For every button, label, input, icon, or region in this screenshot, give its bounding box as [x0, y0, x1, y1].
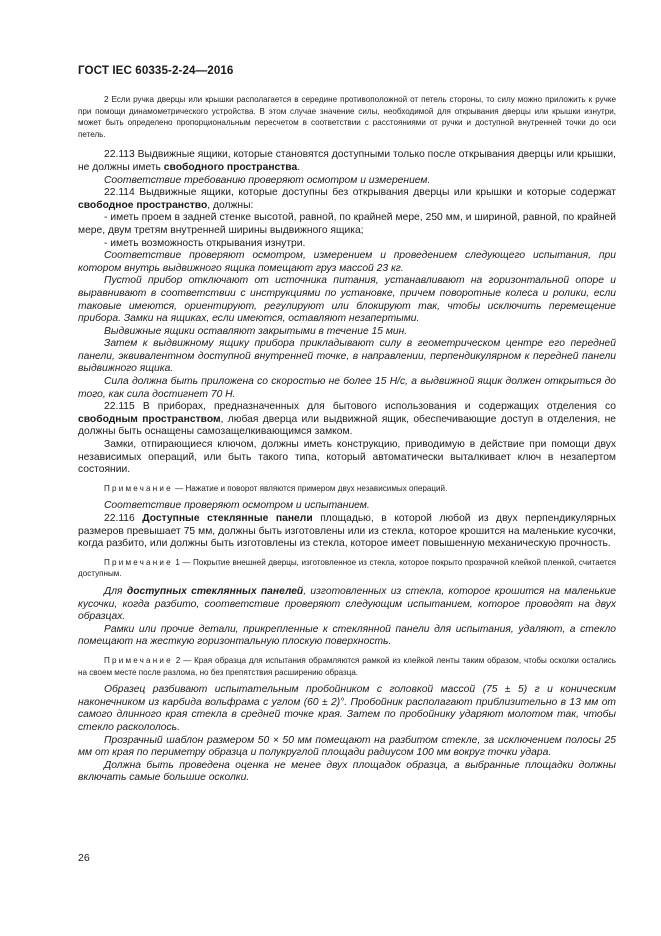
note-label: Примечание	[104, 557, 173, 567]
test-paragraph: Сила должна быть приложена со скоростью не более 15 Н/с, а выдвижной ящик должен открыться до того, как сила достигнет 70 Н.	[78, 376, 616, 400]
clause-22-114	[78, 187, 616, 212]
compliance-text: Соответствие проверяют осмотром и испытанием.	[104, 500, 370, 512]
clause-text: 22.115 В приборах, предназначенных для бытового использования и содержащих отделения со	[104, 401, 616, 413]
page-number: 26	[78, 852, 90, 864]
test-paragraph: Образец разбивают испытательным пробойником с головкой массой (75 ± 5) г и коническим наконечником из карбида вольфрама с углом (60 ± 2)°. Пробойник располагают приблизительно в 13 мм от самого длинного края стекла в средней точке края. Затем по пробойнику ударяют молотом так, чтобы стекло раскололось.	[78, 684, 616, 733]
defined-term: свободного пространства	[163, 161, 298, 173]
list-item: - иметь проем в задней стенке высотой, равной, по крайней мере, 250 мм, и шириной, равной, по крайней мере, двум третям внутренней ширины выдвижного ящика;	[78, 212, 616, 236]
clause-text: 22.116	[104, 513, 143, 524]
clause-text: 22.113 Выдвижные ящики, которые становятся доступными только после открывания дверцы или крышки, не должны иметь	[78, 149, 616, 173]
document-header: ГОСТ IEC 60335-2-24—2016	[78, 64, 234, 77]
note-label: Примечание	[104, 483, 173, 493]
defined-term: Доступные стеклянные панели	[142, 513, 313, 524]
defined-term: свободное пространство	[78, 199, 208, 211]
clause-paragraph: Замки, отпирающиеся ключом, должны иметь конструкцию, приводимую в действие при помощи двух независимых операций, или быть такого типа, который автоматически выталкивает ключ в незапертом состоянии.	[78, 439, 616, 476]
test-paragraph: Должна быть проведена оценка не менее двух площадок образца, а выбранные площадки должны включать самые большие осколки.	[78, 759, 616, 784]
note-label: Примечание	[104, 655, 173, 665]
clause-22-115	[78, 401, 616, 439]
note-paragraph: 2 Если ручка дверцы или крышки располагается в середине противоположной от петель стороны, то силу можно приложить к ручке при помощи динамометрического устройства. В этом случае значение силы, необходимой для открывания дверцы или крышки изнутри, может быть определено пропорциональным пересчетом в соответствии с расстояниями от ручки и доступной внутренней точки до оси петель.	[78, 95, 616, 139]
note-text: — Нажатие и поворот являются примером двух независимых операций.	[172, 483, 448, 493]
test-paragraph: Затем к выдвижному ящику прибора прикладывают силу в геометрическом центре его передней панели, эквивалентном доступной внутренней точке, в направлении, перпендикулярном к передней панели выдвижного ящика.	[78, 338, 616, 375]
defined-term: доступных стеклянных панелей	[126, 585, 304, 597]
note-text: 1 — Покрытие внешней дверцы, изготовленное из стекла, которое покрыто прозрачной клейкой пленкой, считается доступным.	[78, 557, 616, 579]
clause-text-end: , должны:	[207, 199, 254, 211]
compliance-text: Соответствие требованию проверяют осмотром и измерением.	[104, 174, 431, 186]
note-paragraph	[78, 655, 616, 678]
test-paragraph: Пустой прибор отключают от источника питания, устанавливают на горизонтальной опоре и выравнивают в соответствии с инструкциями по установке, причем поворотные колеса и ролики, если таковые имеются, ориентируют, регулируют или блокируют так, чтобы исключить перемещение прибора. Замки на ящиках, если имеются, оставляют незапертыми.	[78, 275, 616, 325]
document-body	[78, 94, 616, 785]
test-paragraph: Рамки или прочие детали, прикрепленные к стеклянной панели для испытания, удаляют, а стекло помещают на жесткую горизонтальную плоскую поверхность.	[78, 623, 616, 648]
test-paragraph: Прозрачный шаблон размером 50 × 50 мм помещают на разбитом стекле, за исключением полосы 25 мм от края по периметру образца и полукруглой площади радиусом 100 мм вокруг точки удара.	[78, 734, 616, 759]
note-paragraph	[78, 557, 616, 580]
clause-text-end: , любая дверца или выдвижной ящик, обеспечивающие доступ в отделения, не должны быть оснащены самозащелкивающимся замком.	[78, 413, 616, 438]
clause-text-end: площадью, в которой любой из двух перпендикулярных размеров превышает 75 мм, должны быть изготовлены или из стекла, которое крошится на маленькие кусочки, когда разбито, или должны быть изготовлены из стекла, которое имеет повышенную механическую прочность.	[78, 513, 616, 550]
note-text: 2 — Края образца для испытания обрамляются рамкой из клейкой ленты таким образом, чтобы осколки остались на своем месте после разлома, но без препятствия расширению образца.	[78, 655, 616, 677]
clause-text-end: .	[297, 161, 301, 173]
clause-22-113	[78, 149, 616, 174]
compliance-text-end: , изготовленных из стекла, которое крошится на маленькие кусочки, когда разбито, соответствие проверяют следующим испытанием, которое проводят на двух образцах.	[78, 585, 617, 623]
compliance-text	[78, 586, 616, 624]
compliance-text-start: Для	[104, 585, 127, 597]
note-paragraph	[78, 483, 616, 495]
compliance-text: Соответствие проверяют осмотром, измерением и проведением следующего испытания, при котором внутрь выдвижного ящика помещают груз массой 23 кг.	[78, 250, 616, 274]
clause-22-116	[78, 513, 616, 551]
list-item: - иметь возможность открывания изнутри.	[104, 237, 306, 249]
clause-text: 22.114 Выдвижные ящики, которые доступны без открывания дверцы или крышки и которые содержат	[104, 187, 616, 199]
defined-term: свободным пространством	[78, 413, 221, 425]
test-paragraph: Выдвижные ящики оставляют закрытыми в течение 15 мин.	[104, 325, 408, 337]
